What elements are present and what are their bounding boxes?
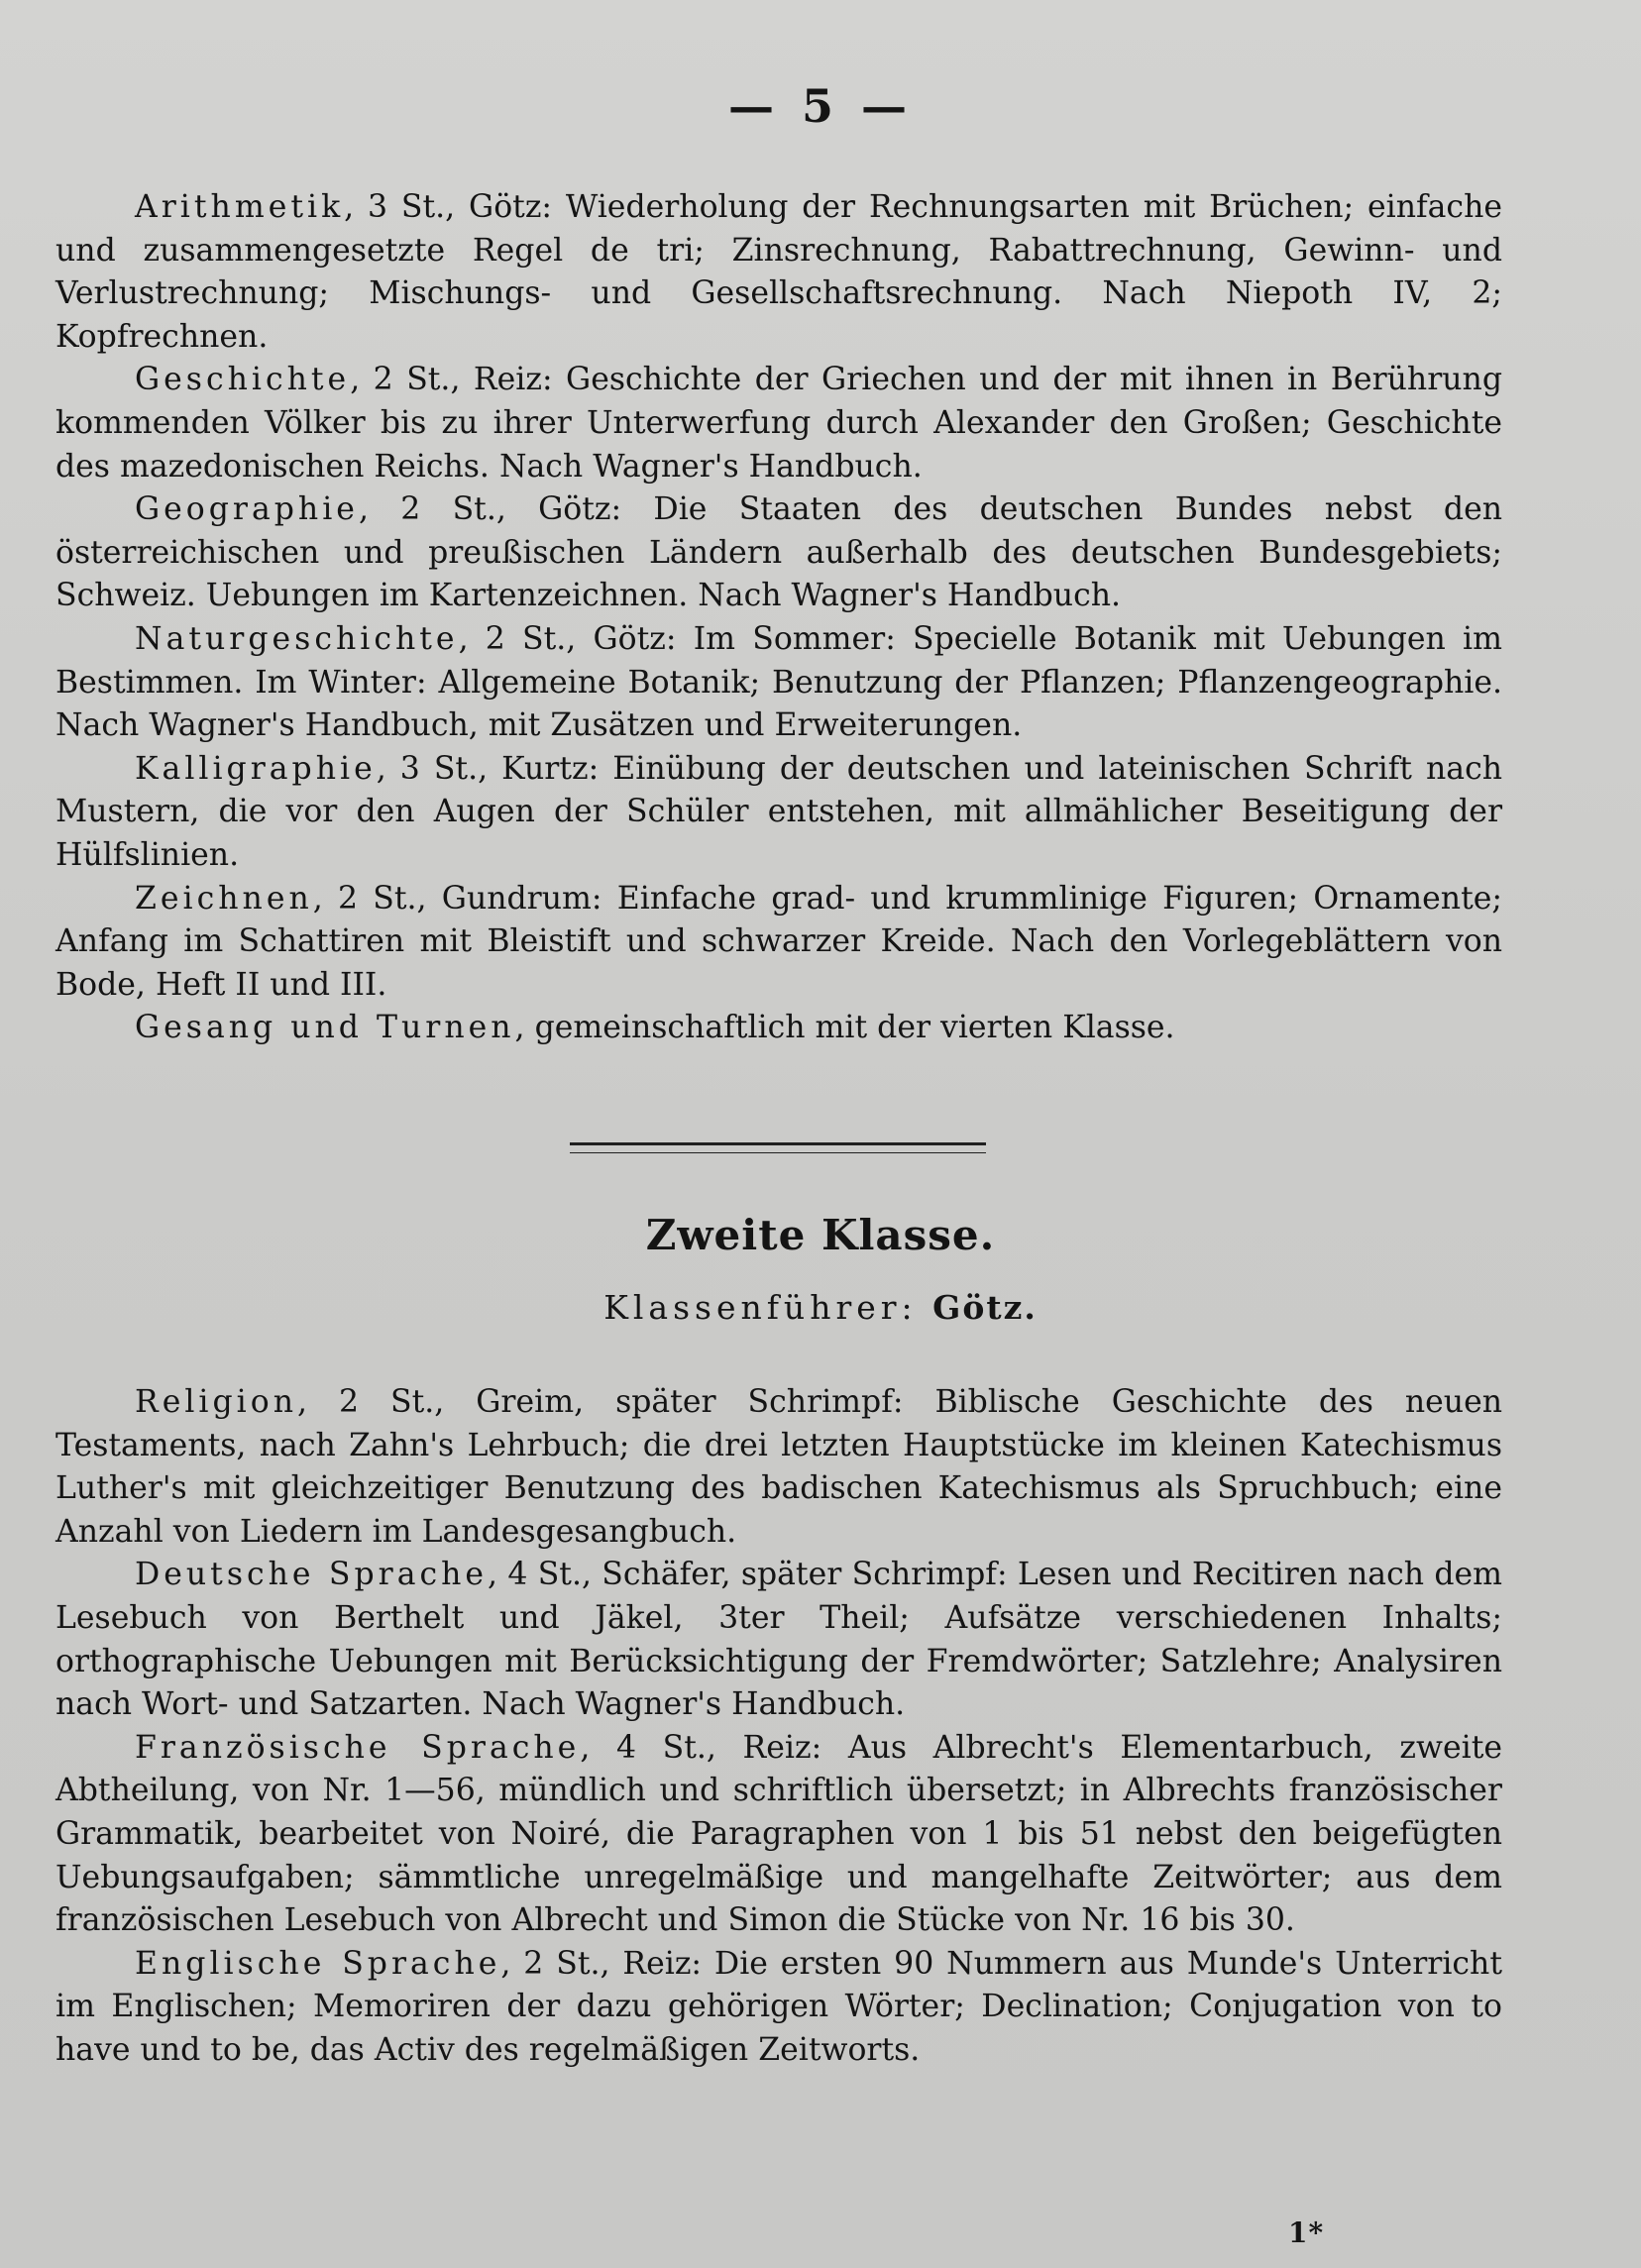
subject-title: Zeichnen	[135, 880, 313, 917]
subject-title: Englische Sprache	[135, 1945, 501, 1982]
subject-text: , 2 St., Greim, später Schrimpf: Biblische Geschichte des neuen Testaments, nach Zahn's Lehrbuch; die drei letzten Hauptstücke im kleinen Katechismus Luther's mit gleichzeitiger Benutzung des badischen Katechismus als Spruchbuch; eine Anzahl von Liedern im Landesgesangbuch.	[55, 1384, 1502, 1550]
paragraph-franzoesische-sprache	[55, 1727, 1502, 1943]
class-leader-name: Götz.	[932, 1288, 1038, 1327]
class-leader-label: Klassenführer:	[603, 1288, 918, 1327]
subject-text: , gemeinschaftlich mit der vierten Klasse.	[514, 1010, 1175, 1046]
paragraph-englische-sprache	[55, 1943, 1502, 2073]
signature-mark: 1*	[1288, 2216, 1325, 2249]
subject-title: Geographie	[135, 491, 359, 528]
subject-title: Kalligraphie	[135, 750, 377, 787]
subject-title: Arithmetik	[135, 189, 345, 225]
subject-list-lower	[55, 1381, 1502, 2073]
paragraph-naturgeschichte	[55, 618, 1502, 748]
class-leader-line	[0, 1288, 1641, 1327]
section-heading: Zweite Klasse.	[645, 1211, 996, 1259]
subject-text: , 3 St., Götz: Wiederholung der Rechnungsarten mit Brüchen; einfache und zusammengesetzte Regel de tri; Zinsrechnung, Rabattrechnung, Gewinn- und Verlustrechnung; Mischungs- und Gesellschaftsrechnung. Nach Niepoth IV, 2; Kopfrechnen.	[55, 189, 1502, 355]
paragraph-geschichte	[55, 359, 1502, 488]
subject-title: Naturgeschichte	[135, 620, 459, 657]
subject-text: , 2 St., Reiz: Die ersten 90 Nummern aus Munde's Unterricht im Englischen; Memoriren der dazu gehörigen Wörter; Declination; Conjugation von to have und to be, das Activ des regelmäßigen Zeitworts.	[55, 1945, 1503, 2068]
subject-title: Deutsche Sprache	[135, 1557, 489, 1593]
subject-text: , 4 St., Reiz: Aus Albrecht's Elementarbuch, zweite Abtheilung, von Nr. 1—56, mündlich und schriftlich übersetzt; in Albrechts französischer Grammatik, bearbeitet von Noiré, die Paragraphen von 1 bis 51 nebst den beigefügten Uebungsaufgaben; sämmtliche unregelmäßige und mangelhafte Zeitwörter; aus dem französischen Lesebuch von Albrecht und Simon die Stücke von Nr. 16 bis 30.	[55, 1729, 1502, 1939]
subject-title: Religion	[135, 1384, 297, 1420]
subject-text: , 4 St., Schäfer, später Schrimpf: Lesen und Recitiren nach dem Lesebuch von Berthelt und Jäkel, 3ter Theil; Aufsätze verschiedenen Inhalts; orthographische Uebungen mit Berücksichtigung der Fremdwörter; Satzlehre; Analysiren nach Wort- und Satzarten. Nach Wagner's Handbuch.	[55, 1557, 1502, 1723]
paragraph-religion	[55, 1381, 1502, 1554]
section-divider-rule	[570, 1142, 986, 1153]
subject-text: , 2 St., Gundrum: Einfache grad- und krummlinige Figuren; Ornamente; Anfang im Schattiren mit Bleistift und schwarzer Kreide. Nach den Vorlegeblättern von Bode, Heft II und III.	[55, 880, 1502, 1003]
paragraph-gesang-turnen	[55, 1007, 1502, 1050]
paragraph-geographie	[55, 488, 1502, 618]
paragraph-zeichnen	[55, 878, 1502, 1008]
subject-title: Gesang und Turnen	[135, 1010, 515, 1046]
subject-text: , 2 St., Götz: Im Sommer: Specielle Botanik mit Uebungen im Bestimmen. Im Winter: Allgemeine Botanik; Benutzung der Pflanzen; Pflanzengeographie. Nach Wagner's Handbuch, mit Zusätzen und Erweiterungen.	[55, 620, 1502, 744]
paragraph-kalligraphie	[55, 748, 1502, 878]
subject-text: , 3 St., Kurtz: Einübung der deutschen und lateinischen Schrift nach Mustern, die vor den Augen der Schüler entstehen, mit allmählicher Beseitigung der Hülfslinien.	[55, 750, 1502, 873]
subject-list-upper	[55, 186, 1502, 1050]
subject-title: Französische Sprache	[135, 1729, 581, 1766]
subject-text: , 2 St., Götz: Die Staaten des deutschen Bundes nebst den österreichischen und preußischen Ländern außerhalb des deutschen Bundesgebiets; Schweiz. Uebungen im Kartenzeichnen. Nach Wagner's Handbuch.	[55, 491, 1502, 614]
subject-text: , 2 St., Reiz: Geschichte der Griechen und der mit ihnen in Berührung kommenden Völker bis zu ihrer Unterwerfung durch Alexander den Großen; Geschichte des mazedonischen Reichs. Nach Wagner's Handbuch.	[55, 362, 1502, 485]
paragraph-deutsche-sprache	[55, 1554, 1502, 1726]
page-number: — 5 —	[727, 79, 914, 133]
paragraph-arithmetik	[55, 186, 1502, 359]
subject-title: Geschichte	[135, 362, 351, 398]
